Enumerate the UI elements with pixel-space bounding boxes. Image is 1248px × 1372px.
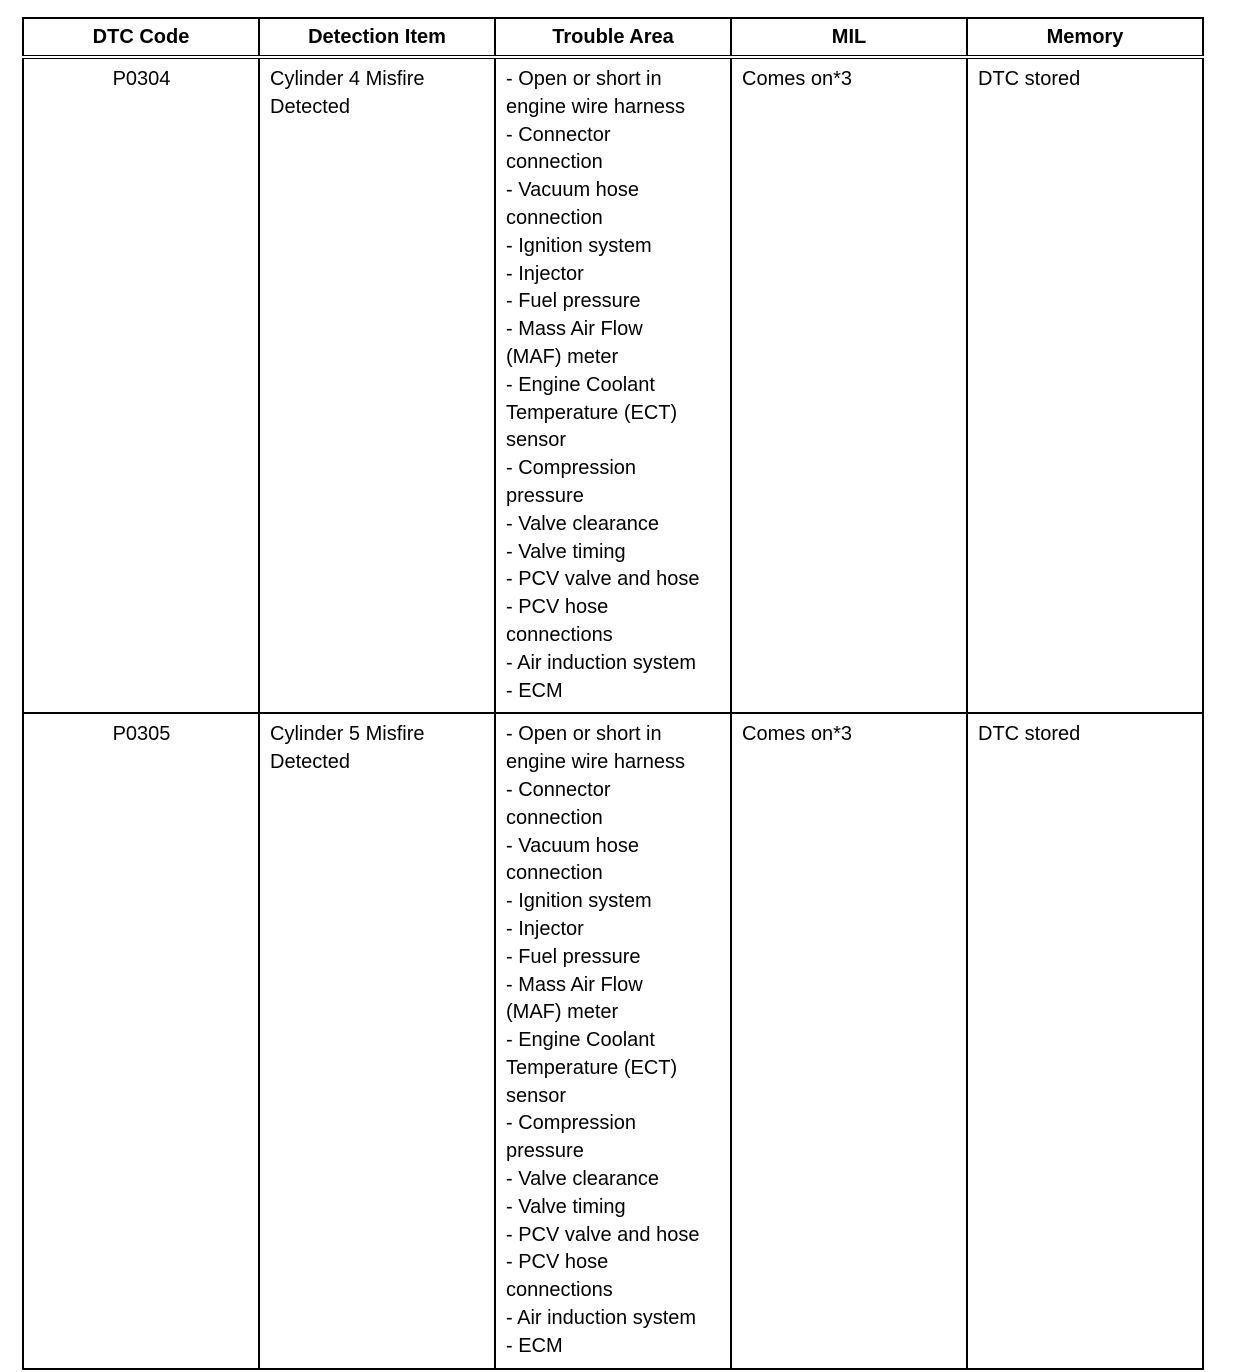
trouble-area-item: - Valve timing xyxy=(506,1195,626,1218)
header-detection-item: Detection Item xyxy=(259,18,495,57)
trouble-area-item: - Air induction system xyxy=(506,651,697,674)
trouble-area-cell xyxy=(495,57,731,713)
memory-cell xyxy=(967,713,1203,1368)
detection-item-line: Detected xyxy=(270,751,351,774)
detection-item-line: Cylinder 4 Misfire xyxy=(270,68,425,90)
memory-status: DTC stored xyxy=(978,68,1081,90)
memory-status: DTC stored xyxy=(978,723,1081,746)
dtc-code-cell xyxy=(23,57,259,713)
trouble-area-item: (MAF) meter xyxy=(506,1001,619,1024)
table-header xyxy=(23,18,1203,57)
trouble-area-item: - Ignition system xyxy=(506,890,652,913)
mil-cell xyxy=(731,713,967,1368)
trouble-area-item: - Ignition system xyxy=(506,234,652,257)
trouble-area-item: (MAF) meter xyxy=(506,345,619,368)
trouble-area-item: - Vacuum hose xyxy=(506,834,640,857)
trouble-area-item: - Valve timing xyxy=(506,540,626,563)
dtc-table xyxy=(22,17,1204,1370)
trouble-area-item: - Compression xyxy=(506,457,637,480)
trouble-area-item: - Connector xyxy=(506,778,611,801)
trouble-area-item: engine wire harness xyxy=(506,95,685,118)
trouble-area-list xyxy=(496,59,730,712)
table-body xyxy=(23,57,1203,1369)
trouble-area-item: - Open or short in xyxy=(506,68,662,90)
trouble-area-item: - Engine Coolant xyxy=(506,373,655,396)
dtc-code: P0305 xyxy=(112,723,171,746)
header-mil: MIL xyxy=(731,18,967,57)
detection-item xyxy=(260,59,494,129)
trouble-area-item: connection xyxy=(506,806,603,829)
trouble-area-item: connection xyxy=(506,862,603,885)
header-trouble-area: Trouble Area xyxy=(495,18,731,57)
trouble-area-item: - PCV hose xyxy=(506,1251,609,1274)
trouble-area-item: - Valve clearance xyxy=(506,1168,660,1191)
trouble-area-item: - Open or short in xyxy=(506,723,662,746)
header-memory: Memory xyxy=(967,18,1203,57)
detection-item-cell xyxy=(259,713,495,1368)
trouble-area-item: engine wire harness xyxy=(506,751,685,774)
trouble-area-item: - PCV valve and hose xyxy=(506,1223,700,1246)
trouble-area-item: - Connector xyxy=(506,123,611,146)
trouble-area-item: - Valve clearance xyxy=(506,512,660,535)
dtc-code: P0304 xyxy=(112,68,171,90)
trouble-area-item: - Air induction system xyxy=(506,1307,697,1330)
trouble-area-item: connections xyxy=(506,623,613,646)
trouble-area-item: connection xyxy=(506,206,603,229)
memory-cell xyxy=(967,57,1203,713)
trouble-area-item: - Fuel pressure xyxy=(506,290,641,313)
trouble-area-item: - ECM xyxy=(506,679,563,702)
trouble-area-item: - Mass Air Flow xyxy=(506,318,643,341)
trouble-area-item: - PCV hose xyxy=(506,596,609,619)
trouble-area-item: - PCV valve and hose xyxy=(506,568,700,591)
trouble-area-item: connection xyxy=(506,151,603,174)
header-dtc-code: DTC Code xyxy=(23,18,259,57)
trouble-area-item: - Engine Coolant xyxy=(506,1029,655,1052)
trouble-area-item: connections xyxy=(506,1279,613,1302)
mil-status: Comes on*3 xyxy=(742,723,853,746)
trouble-area-item: - Fuel pressure xyxy=(506,945,641,968)
trouble-area-item: - Mass Air Flow xyxy=(506,973,643,996)
detection-item-cell xyxy=(259,57,495,713)
mil-cell xyxy=(731,57,967,713)
trouble-area-list xyxy=(496,714,730,1367)
mil-status: Comes on*3 xyxy=(742,68,853,90)
trouble-area-item: Temperature (ECT) xyxy=(506,1056,678,1079)
trouble-area-item: - Injector xyxy=(506,917,584,940)
table-row xyxy=(23,713,1203,1368)
detection-item-line: Detected xyxy=(270,95,351,118)
trouble-area-item: Temperature (ECT) xyxy=(506,401,678,424)
trouble-area-item: sensor xyxy=(506,1084,567,1107)
dtc-code-cell xyxy=(23,713,259,1368)
trouble-area-item: - ECM xyxy=(506,1334,563,1357)
trouble-area-item: - Compression xyxy=(506,1112,637,1135)
detection-item xyxy=(260,714,494,784)
trouble-area-item: sensor xyxy=(506,429,567,452)
header-row xyxy=(23,18,1203,57)
trouble-area-item: - Injector xyxy=(506,262,584,285)
trouble-area-item: pressure xyxy=(506,484,584,507)
trouble-area-item: - Vacuum hose xyxy=(506,179,640,202)
trouble-area-cell xyxy=(495,713,731,1368)
trouble-area-item: pressure xyxy=(506,1140,584,1163)
table-row xyxy=(23,57,1203,713)
detection-item-line: Cylinder 5 Misfire xyxy=(270,723,425,746)
